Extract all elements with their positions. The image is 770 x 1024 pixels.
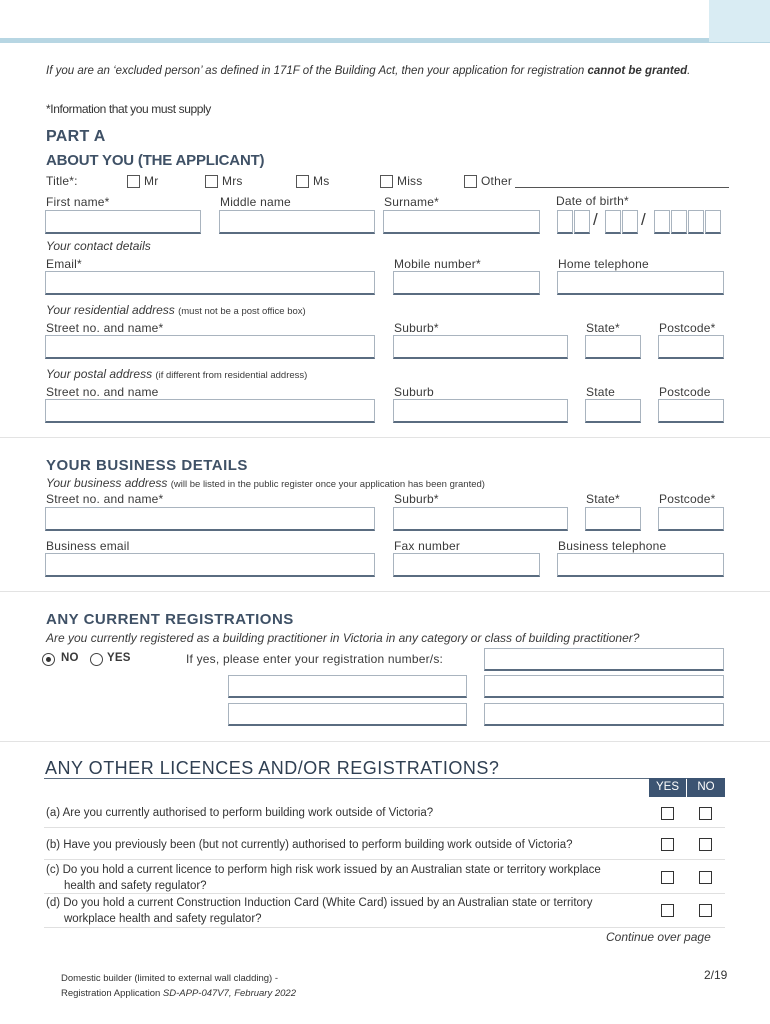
- email-label: Email*: [46, 257, 82, 271]
- registration-number-field-4[interactable]: [228, 703, 467, 726]
- middle-name-label: Middle name: [220, 195, 291, 209]
- continue-over-page: Continue over page: [606, 930, 711, 944]
- res-postcode-label: Postcode*: [659, 321, 716, 335]
- postal-street-field[interactable]: [45, 399, 375, 423]
- dob-year-2[interactable]: [671, 210, 687, 234]
- registered-no-radio[interactable]: [42, 653, 55, 671]
- registration-number-field-2[interactable]: [228, 675, 467, 698]
- business-email-label: Business email: [46, 539, 130, 553]
- title-ms-checkbox[interactable]: [296, 175, 309, 193]
- business-telephone-label: Business telephone: [558, 539, 667, 553]
- footer-form-code: Registration Application SD-APP-047V7, February 2022: [61, 988, 296, 999]
- res-street-label: Street no. and name*: [46, 321, 164, 335]
- postal-address-heading: Your postal address (if different from residential address): [46, 367, 308, 381]
- postal-postcode-label: Postcode: [659, 385, 711, 399]
- header-bar: [0, 38, 770, 43]
- about-you-heading: ABOUT YOU (THE APPLICANT): [46, 152, 265, 169]
- registered-yes-radio[interactable]: [90, 653, 103, 671]
- business-address-heading: Your business address (will be listed in the public register once your application has been granted): [46, 476, 485, 490]
- mobile-label: Mobile number*: [394, 257, 481, 271]
- dob-day-2[interactable]: [574, 210, 590, 234]
- page-number: 2/19: [704, 968, 728, 982]
- licence-question-d: (d) Do you hold a current Construction Induction Card (White Card) issued by an Australian state or territory workplace health and safety regulator?: [46, 897, 593, 925]
- business-telephone-field[interactable]: [557, 553, 724, 577]
- registration-question: Are you currently registered as a building practitioner in Victoria in any category or class of building practitioner?: [46, 631, 640, 645]
- title-other-checkbox[interactable]: [464, 175, 477, 193]
- title-label: Title*:: [46, 174, 78, 188]
- part-a-title: PART A: [46, 128, 106, 145]
- dob-year-1[interactable]: [654, 210, 670, 234]
- surname-field[interactable]: [383, 210, 540, 234]
- dob-separator: /: [593, 210, 598, 229]
- title-mrs-checkbox[interactable]: [205, 175, 218, 193]
- licence-question-a: (a) Are you currently authorised to perform building work outside of Victoria?: [46, 807, 434, 819]
- res-state-label: State*: [586, 321, 620, 335]
- section-divider: [0, 741, 770, 742]
- question-b-yes-checkbox[interactable]: [661, 838, 674, 851]
- registration-number-field-5[interactable]: [484, 703, 724, 726]
- dob-month-2[interactable]: [622, 210, 638, 234]
- title-ms-label: Ms: [313, 174, 330, 188]
- dob-day-1[interactable]: [557, 210, 573, 234]
- email-field[interactable]: [45, 271, 375, 295]
- question-a-no-checkbox[interactable]: [699, 807, 712, 820]
- business-details-heading: YOUR BUSINESS DETAILS: [46, 457, 248, 474]
- excluded-person-notice: If you are an ‘excluded person’ as defined in 171F of the Building Act, then your application for registration cannot be granted.: [46, 65, 691, 77]
- dob-month-1[interactable]: [605, 210, 621, 234]
- title-mrs-label: Mrs: [222, 174, 243, 188]
- question-c-no-checkbox[interactable]: [699, 871, 712, 884]
- fax-field[interactable]: [393, 553, 540, 577]
- business-state-field[interactable]: [585, 507, 641, 531]
- section-divider: [0, 591, 770, 592]
- no-column-header: NO: [687, 778, 725, 797]
- registration-number-field-3[interactable]: [484, 675, 724, 698]
- postal-suburb-field[interactable]: [393, 399, 568, 423]
- title-miss-checkbox[interactable]: [380, 175, 393, 193]
- business-postcode-field[interactable]: [658, 507, 724, 531]
- heading-underline: [44, 778, 725, 779]
- postal-postcode-field[interactable]: [658, 399, 724, 423]
- first-name-label: First name*: [46, 195, 110, 209]
- title-miss-label: Miss: [397, 174, 423, 188]
- dob-year-3[interactable]: [688, 210, 704, 234]
- header-accent-block: [709, 0, 770, 42]
- question-d-no-checkbox[interactable]: [699, 904, 712, 917]
- business-email-field[interactable]: [45, 553, 375, 577]
- business-suburb-label: Suburb*: [394, 492, 439, 506]
- res-suburb-field[interactable]: [393, 335, 568, 359]
- res-state-field[interactable]: [585, 335, 641, 359]
- postal-street-label: Street no. and name: [46, 385, 159, 399]
- dob-year-4[interactable]: [705, 210, 721, 234]
- question-d-yes-checkbox[interactable]: [661, 904, 674, 917]
- business-street-field[interactable]: [45, 507, 375, 531]
- postal-state-field[interactable]: [585, 399, 641, 423]
- registered-yes-label: YES: [107, 652, 131, 664]
- registration-number-field-1[interactable]: [484, 648, 724, 671]
- title-other-label: Other: [481, 174, 513, 188]
- yes-column-header: YES: [649, 778, 686, 797]
- dob-label: Date of birth*: [556, 194, 629, 208]
- title-other-line[interactable]: [515, 175, 729, 188]
- other-licences-heading: ANY OTHER LICENCES AND/OR REGISTRATIONS?: [45, 758, 500, 778]
- postal-suburb-label: Suburb: [394, 385, 434, 399]
- home-telephone-field[interactable]: [557, 271, 724, 295]
- residential-address-heading: Your residential address (must not be a post office box): [46, 303, 306, 317]
- fax-label: Fax number: [394, 539, 461, 553]
- footer-form-title: Domestic builder (limited to external wall cladding) -: [61, 973, 279, 984]
- res-postcode-field[interactable]: [658, 335, 724, 359]
- question-c-yes-checkbox[interactable]: [661, 871, 674, 884]
- title-mr-checkbox[interactable]: [127, 175, 140, 193]
- res-street-field[interactable]: [45, 335, 375, 359]
- business-state-label: State*: [586, 492, 620, 506]
- question-a-yes-checkbox[interactable]: [661, 807, 674, 820]
- res-suburb-label: Suburb*: [394, 321, 439, 335]
- business-suburb-field[interactable]: [393, 507, 568, 531]
- middle-name-field[interactable]: [219, 210, 375, 234]
- licence-question-b: (b) Have you previously been (but not currently) authorised to perform building work outside of Victoria?: [46, 839, 573, 851]
- title-mr-label: Mr: [144, 174, 159, 188]
- contact-details-heading: Your contact details: [46, 239, 151, 253]
- question-b-no-checkbox[interactable]: [699, 838, 712, 851]
- registered-no-label: NO: [61, 652, 79, 664]
- mobile-field[interactable]: [393, 271, 540, 295]
- dob-separator: /: [641, 210, 646, 229]
- licence-question-c: (c) Do you hold a current licence to perform high risk work issued by an Australian state or territory workplace health and safety regulator?: [46, 864, 601, 892]
- surname-label: Surname*: [384, 195, 439, 209]
- required-note: *Information that you must supply: [46, 102, 211, 116]
- business-street-label: Street no. and name*: [46, 492, 164, 506]
- registration-number-prompt: If yes, please enter your registration number/s:: [186, 652, 444, 666]
- section-divider: [0, 437, 770, 438]
- postal-state-label: State: [586, 385, 616, 399]
- home-telephone-label: Home telephone: [558, 257, 649, 271]
- current-registrations-heading: ANY CURRENT REGISTRATIONS: [46, 611, 294, 628]
- first-name-field[interactable]: [45, 210, 201, 234]
- business-postcode-label: Postcode*: [659, 492, 716, 506]
